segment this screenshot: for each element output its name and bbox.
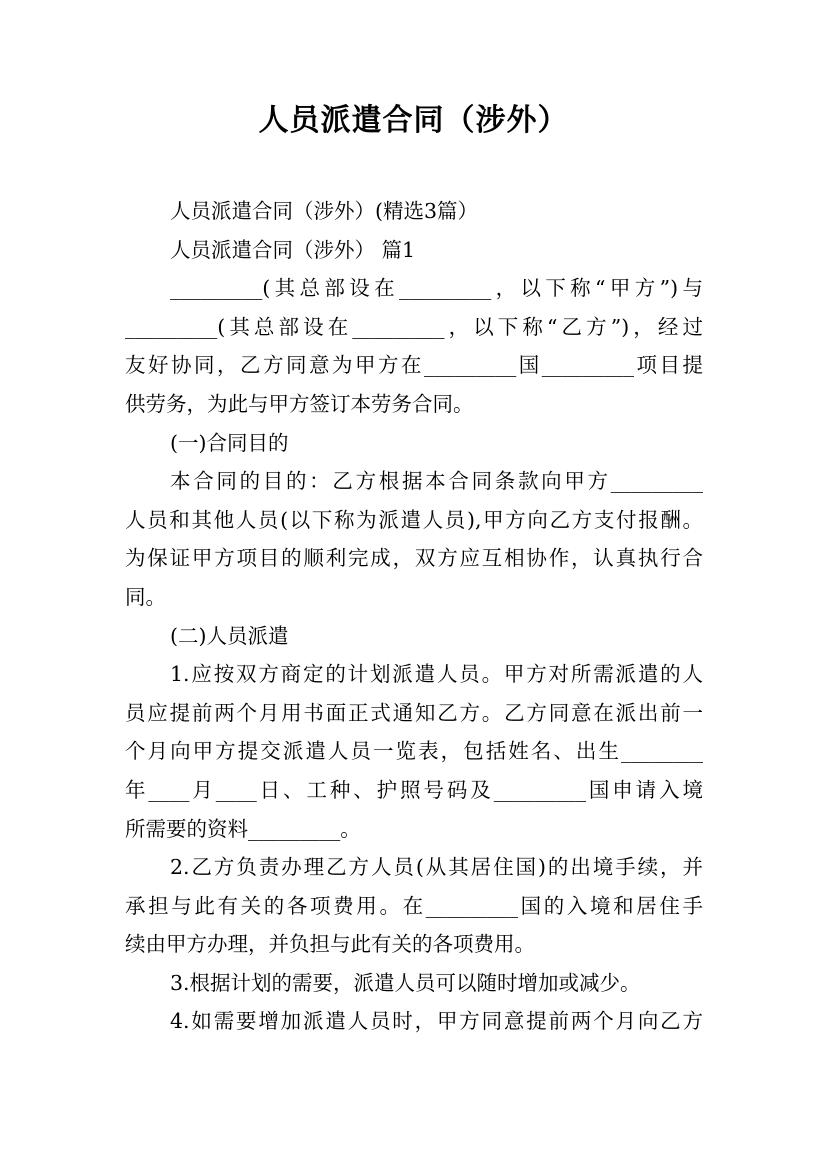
- section-heading-line: (二)人员派遣: [170, 623, 289, 648]
- paragraph-line: 个月向甲方提交派遣人员一览表，包括姓名、出生________: [125, 739, 703, 764]
- paragraph-line: 友好协同，乙方同意为甲方在_________国_________项目提: [125, 353, 703, 378]
- paragraph-line: 4.如需要增加派遣人员时，甲方同意提前两个月向乙方: [170, 1009, 703, 1034]
- paragraph-line: 承担与此有关的各项费用。在_________国的入境和居住手: [125, 893, 703, 918]
- paragraph-line: 3.根据计划的需要，派遣人员可以随时增加或减少。: [170, 970, 641, 995]
- paragraph-line: 人员和其他人员(以下称为派遣人员),甲方向乙方支付报酬。: [125, 507, 703, 532]
- paragraph-line: 本合同的目的：乙方根据本合同条款向甲方_________: [170, 469, 703, 494]
- paragraph-line: 员应提前两个月用书面正式通知乙方。乙方同意在派出前一: [125, 700, 703, 725]
- paragraph-line: 为保证甲方项目的顺利完成，双方应互相协作，认真执行合: [125, 546, 703, 571]
- paragraph-line: _________(其总部设在_________，以下称“甲方”)与: [170, 276, 703, 301]
- paragraph-line: 供劳务，为此与甲方签订本劳务合同。: [125, 391, 474, 416]
- paragraph-line: 1.应按双方商定的计划派遣人员。甲方对所需派遣的人: [170, 662, 703, 687]
- paragraph-line: _________(其总部设在_________，以下称“乙方”)，经过: [125, 314, 703, 339]
- paragraph-line: 续由甲方办理，并负担与此有关的各项费用。: [125, 932, 535, 957]
- section-heading-line: 人员派遣合同（涉外） 篇1: [170, 237, 416, 262]
- paragraph-line: 2.乙方负责办理乙方人员(从其居住国)的出境手续，并: [170, 855, 703, 880]
- document-title: 人员派遣合同（涉外）: [258, 103, 569, 138]
- section-heading-line: (一)合同目的: [170, 430, 289, 455]
- paragraph-line: 同。: [125, 584, 166, 609]
- subtitle-line: 人员派遣合同（涉外）(精选3篇）: [170, 199, 479, 223]
- paragraph-line: 所需要的资料_________。: [125, 816, 361, 841]
- paragraph-line: 年____月____日、工种、护照号码及_________国申请入境: [125, 777, 703, 802]
- document-body: [125, 192, 703, 1041]
